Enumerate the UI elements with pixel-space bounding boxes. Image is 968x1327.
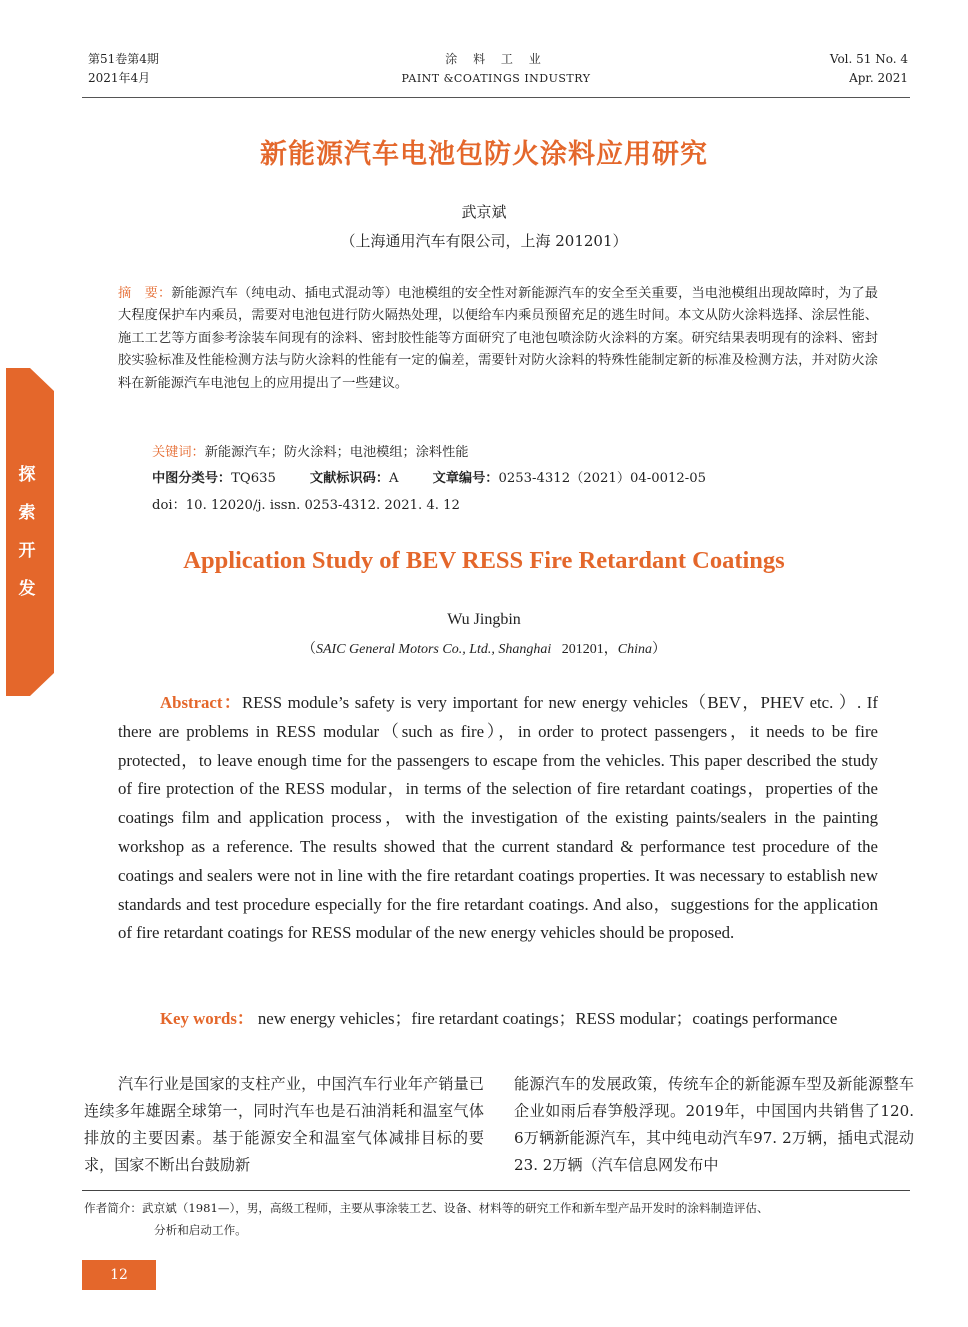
author-en: Wu Jingbin bbox=[447, 611, 521, 628]
keywords-en-label: Key words： bbox=[160, 1009, 254, 1028]
keywords-cn bbox=[152, 443, 469, 463]
abstract-cn-label: 摘 要： bbox=[118, 286, 172, 301]
keywords-cn-text: 新能源汽车；防火涂料；电池模组；涂料性能 bbox=[204, 445, 469, 460]
journal-name-en: PAINT &COATINGS INDUSTRY bbox=[401, 72, 591, 85]
page-number: 12 bbox=[82, 1260, 156, 1290]
section-tab-char: 探 bbox=[18, 465, 36, 485]
paper-title-cn: 新能源汽车电池包防火涂料应用研究 bbox=[260, 139, 708, 170]
article-number-label: 文章编号： bbox=[432, 471, 499, 486]
volume-issue-en: Vol. 51 No. 4 bbox=[829, 52, 908, 66]
footnote-line-1: 作者简介：武京斌（1981—），男，高级工程师，主要从事涂装工艺、设备、材料等的研究工作和新车型产品开发时的涂料制造评估、 bbox=[84, 1201, 769, 1215]
running-header bbox=[82, 48, 910, 98]
date-en: Apr. 2021 bbox=[849, 71, 908, 85]
keywords-en bbox=[118, 1005, 878, 1034]
abstract-cn-text: 新能源汽车（纯电动、插电式混动等）电池模组的安全性对新能源汽车的安全至关重要，当电池模组出现故障时，为了最大程度保护车内乘员，需要对电池包进行防火隔热处理，以便给车内乘员预留充足的逃生时间。本文从防火涂料选择、涂层性能、施工工艺等方面参考涂装车间现有的涂料、密封胶性能等方面研究了电池包喷涂防火涂料的方案。研究结果表明现有的涂料、密封胶实验标准及性能检测方法与防火涂料的性能有一定的偏差，需要针对防火涂料的特殊性能制定新的标准及检测方法，并对防火涂料在新能源汽车电池包上的应用提出了一些建议。 bbox=[118, 286, 878, 391]
abstract-en-text: RESS module’s safety is very important for new energy vehicles（BEV，PHEV etc. ）. If there are problems in RESS modular（such as fire），in order to protect passengers，it needs to be fire protected，to leave enough time for the passengers to escape from the vehicles. This paper described the study of fire protection of the RESS modular，in terms of the selection of fire retardant coatings，properties of the coatings film and application process，with the investigation of the existing paints/sealers in the painting workshop as a reference. The results showed that the current standard & performance test procedure of the coatings and sealers were not in line with the fire retardant coatings properties. It was necessary to establish new standards and test procedure especially for the fire retardant coatings. And also，suggestions for the application of fire retardant coatings for RESS modular of the new energy vehicles should be proposed. bbox=[118, 693, 878, 943]
keywords-cn-label: 关键词： bbox=[152, 445, 205, 460]
abstract-cn bbox=[118, 283, 878, 395]
footnote-divider bbox=[82, 1190, 910, 1191]
abstract-en bbox=[118, 689, 878, 948]
keywords-en-text: new energy vehicles；fire retardant coatings；RESS modular；coatings performance bbox=[257, 1009, 838, 1028]
doc-code-label: 文献标识码： bbox=[309, 471, 390, 486]
clc-label: 中图分类号： bbox=[152, 471, 232, 486]
affiliation-cn: （上海通用汽车有限公司，上海 201201） bbox=[340, 232, 628, 250]
affiliation-en-close: ） bbox=[652, 642, 666, 657]
issue-info-en bbox=[830, 50, 908, 88]
body-column-left: 汽车行业是国家的支柱产业，中国汽车行业年产销量已连续多年雄踞全球第一，同时汽车也是石油消耗和温室气体排放的主要因素。基于能源安全和温室气体减排目标的要求，国家不断出台鼓励新 bbox=[84, 1075, 484, 1174]
section-tab-char: 索 bbox=[18, 503, 36, 523]
paper-title-en: Application Study of BEV RESS Fire Retardant Coatings bbox=[183, 547, 785, 574]
footnote-line-2: 分析和启动工作。 bbox=[154, 1223, 247, 1237]
section-tab-char: 开 bbox=[18, 541, 36, 561]
clc-value: TQ635 bbox=[231, 471, 276, 486]
doi: doi：10. 12020/j. issn. 0253-4312. 2021. 4. 12 bbox=[152, 498, 460, 513]
article-number-value: 0253-4312（2021）04-0012-05 bbox=[498, 471, 707, 486]
affiliation-en-open: （ bbox=[301, 642, 316, 657]
date-cn: 2021年4月 bbox=[88, 71, 151, 85]
classification-row bbox=[152, 469, 706, 489]
journal-name-cn: 涂 料 工 业 bbox=[445, 52, 547, 66]
affiliation-en-org: SAIC General Motors Co., Ltd., Shanghai bbox=[315, 642, 552, 657]
section-tab-char: 发 bbox=[18, 579, 36, 599]
affiliation-en-country: China bbox=[617, 642, 652, 657]
affiliation-en: （SAIC General Motors Co., Ltd., Shanghai 201201，China） bbox=[301, 642, 666, 657]
author-cn: 武京斌 bbox=[461, 203, 507, 221]
affiliation-en-code: 201201 bbox=[561, 642, 604, 657]
doc-code-value: A bbox=[389, 471, 399, 486]
body-column-right: 能源汽车的发展政策，传统车企的新能源车型及新能源整车企业如雨后春笋般浮现。2019年，中国国内共销售了120. 6万辆新能源汽车，其中纯电动汽车97. 2万辆，插电式混动23. 2万辆（汽车信息网发布中 bbox=[514, 1075, 914, 1174]
volume-issue-cn: 第51卷第4期 bbox=[88, 52, 159, 66]
section-tab-label bbox=[6, 456, 48, 608]
abstract-en-label: Abstract： bbox=[160, 693, 242, 712]
journal-name bbox=[82, 50, 910, 88]
author-footnote bbox=[84, 1197, 910, 1241]
